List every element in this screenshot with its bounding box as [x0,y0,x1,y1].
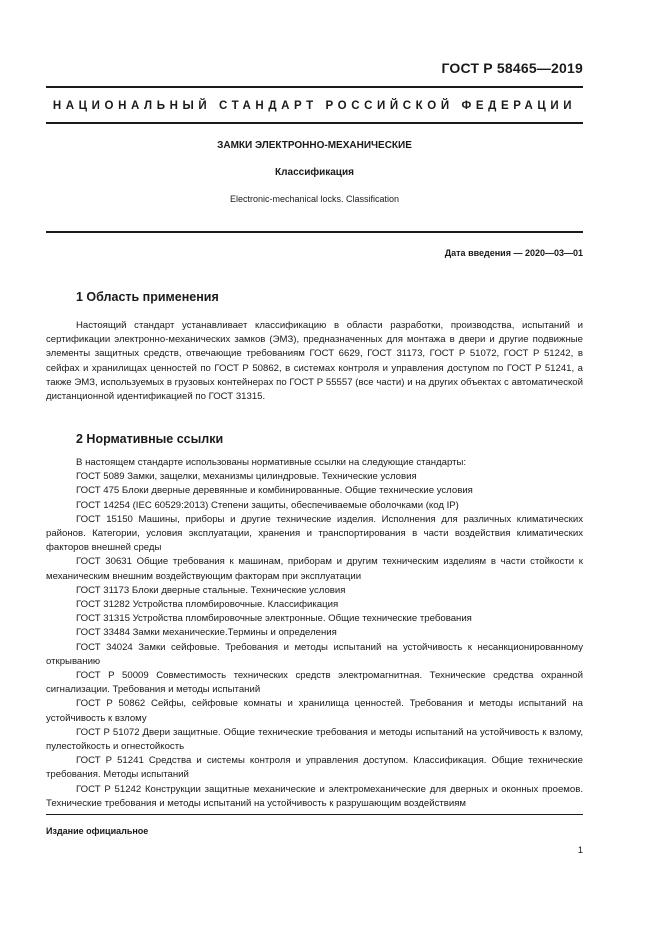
national-standard-title: НАЦИОНАЛЬНЫЙ СТАНДАРТ РОССИЙСКОЙ ФЕДЕРАЦИИ [52,100,577,112]
reference-item: ГОСТ 475 Блоки дверные деревянные и комбинированные. Общие технические условия [76,485,473,497]
reference-item: ГОСТ 33484 Замки механические.Термины и определения [76,627,337,639]
section-heading-scope: 1 Область применения [76,290,219,304]
reference-item: ГОСТ 34024 Замки сейфовые. Требования и методы испытаний на устойчивость к несанкционированному открыванию [46,641,583,667]
references-intro: В настоящем стандарте использованы нормативные ссылки на следующие стандарты: [76,457,467,468]
page-number: 1 [577,845,583,856]
reference-item: ГОСТ Р 51072 Двери защитные. Общие технические требования и методы испытаний на устойчивость к взлому, пулестойкость и огнестойкость [46,726,583,753]
document-english-title: Electronic-mechanical locks. Classification [229,194,400,204]
reference-item: ГОСТ 15150 Машины, приборы и другие технические изделия. Исполнения для различных климатических районов. Категории, условия эксплуатации, хранения и транспортирования в части воздействия климатических факторов внешней среды [46,513,583,554]
references-list [46,456,583,811]
footer-rule [46,814,583,815]
gost-number: ГОСТ Р 58465—2019 [441,60,583,76]
title-rule [46,231,583,233]
reference-item: ГОСТ 30631 Общие требования к машинам, приборам и другим техническим изделиям в части стойкости к механическим внешним воздействующим факторам при эксплуатации [46,556,583,582]
reference-item: ГОСТ Р 50009 Совместимость технических средств электромагнитная. Технические средства охранной сигнализации. Требования и методы испытаний [46,670,583,696]
reference-item: ГОСТ 31282 Устройства пломбировочные. Классификация [76,599,339,611]
reference-item: ГОСТ Р 51242 Конструкции защитные механические и электромеханические для дверных и оконных проемов. Технические требования и методы испытаний на устойчивость к разрушающим воздействиям [46,783,583,809]
official-edition-note: Издание официальное [46,826,149,836]
reference-item: ГОСТ 14254 (IEC 60529:2013) Степени защиты, обеспечиваемые оболочками (код IP) [76,499,459,511]
scope-text [46,319,583,404]
reference-item: ГОСТ Р 51241 Средства и системы контроля и управления доступом. Классификация. Общие технические требования. Методы испытаний [46,755,583,781]
document-subtitle: Классификация [275,167,354,178]
reference-item: ГОСТ 5089 Замки, защелки, механизмы цилиндровые. Технические условия [76,471,417,483]
section-heading-references: 2 Нормативные ссылки [76,432,224,446]
introduction-date: Дата введения — 2020—03—01 [444,248,583,258]
reference-item: ГОСТ 31315 Устройства пломбировочные электронные. Общие технические требования [76,613,472,625]
header-rule-bottom [46,122,583,124]
scope-paragraph: Настоящий стандарт устанавливает классификацию в области разработки, производства, испытаний и сертификации электронно-механических замков (ЭМЗ), предназначенных для монтажа в двери и другие подвижные элементы защитных средств, отвечающие требованиям ГОСТ 6629, ГОСТ 31173, ГОСТ Р 51072, ГОСТ Р 51242, в сейфах и хранилищах ценностей по ГОСТ Р 50862, в системах контроля и управления доступом по ГОСТ Р 51241, а также ЭМЗ, используемых в грузовых контейнерах по ГОСТ Р 55557 (все части) и на других объектах с автоматической дистанционной идентификацией по ГОСТ 31315. [46,320,583,403]
header-rule-top [46,86,583,88]
reference-item: ГОСТ Р 50862 Сейфы, сейфовые комнаты и хранилища ценностей. Требования и методы испытаний на устойчивость к взлому [46,698,583,724]
document-title: ЗАМКИ ЭЛЕКТРОННО-МЕХАНИЧЕСКИЕ [217,140,412,151]
reference-item: ГОСТ 31173 Блоки дверные стальные. Технические условия [76,584,346,596]
